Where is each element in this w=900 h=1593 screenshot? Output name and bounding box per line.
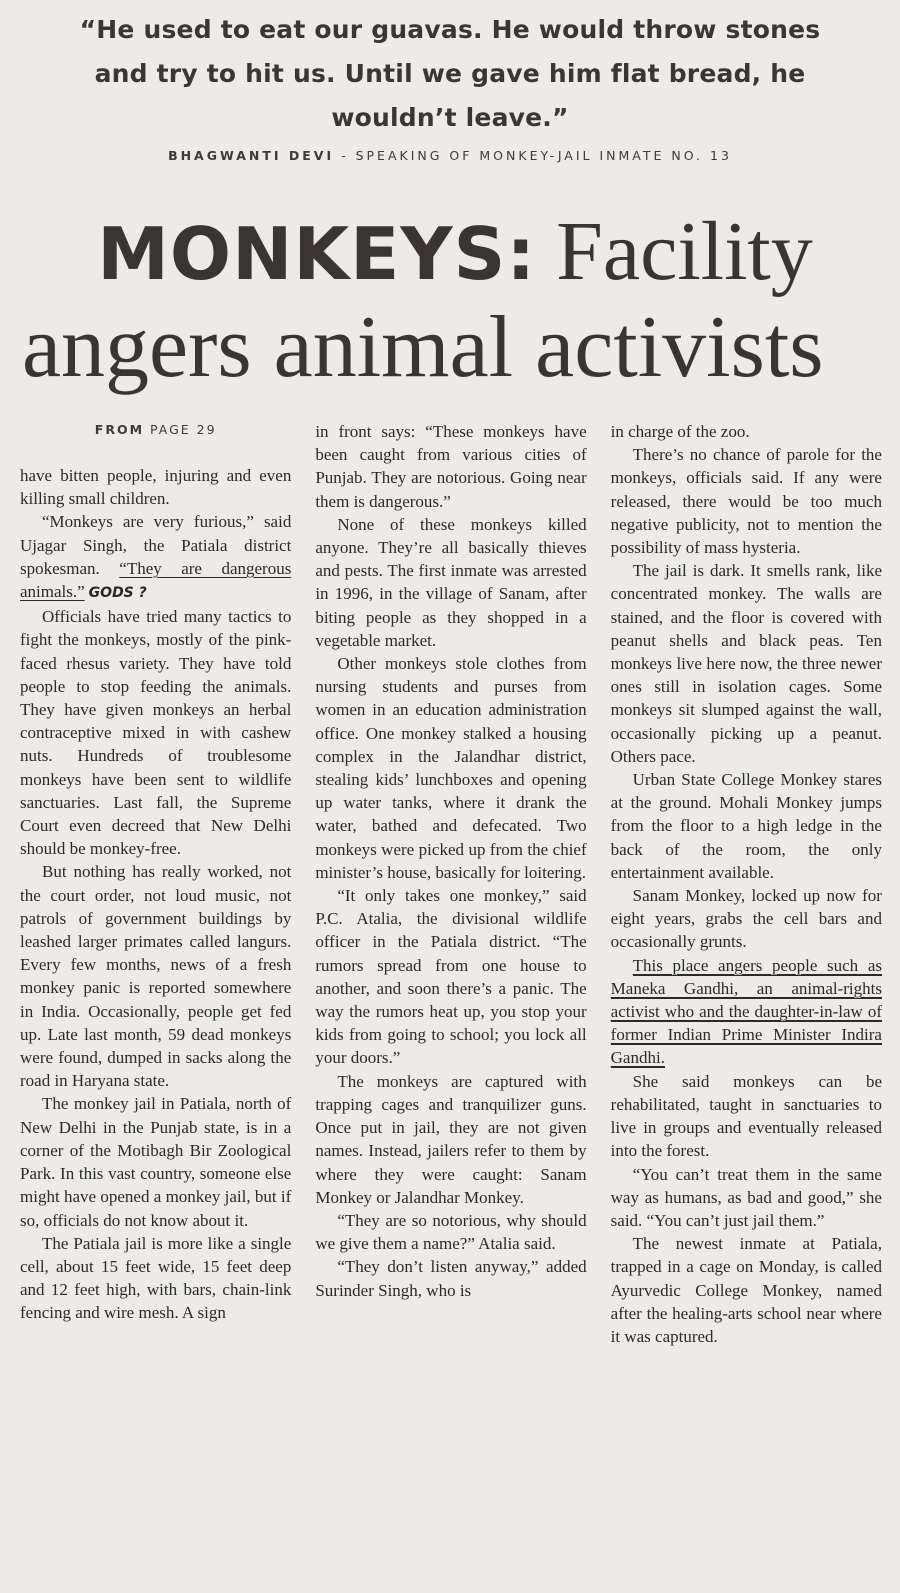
column-3 xyxy=(611,420,882,1348)
paragraph: The monkey jail in Patiala, north of New Delhi in the Punjab state, is in a corner of the Motibagh Bir Zoological Park. In this vast country, someone else might have opened a monkey jail, but if so, officials do not know about it. xyxy=(20,1094,292,1230)
attribution-name: BHAGWANTI DEVI xyxy=(168,148,335,163)
paragraph: The monkeys are captured with trapping cages and tranquilizer guns. Once put in jail, they are not given names. Instead, jailers refer to them by where they were caught: Sanam Monkey or Jalandhar Monkey. xyxy=(315,1071,587,1207)
underlined-passage: This place angers people such as Maneka Gandhi, an animal-rights activist who and the daughter-in-law of former Indian Prime Minister Indira Gandhi. xyxy=(610,955,882,1068)
paragraph: The Patiala jail is more like a single cell, about 15 feet wide, 15 feet deep and 12 feet high, with bars, chain-link fencing and wire mesh. A sign xyxy=(20,1233,292,1323)
paragraph: in charge of the zoo. xyxy=(610,422,750,441)
paragraph: “Monkeys are very furious,” said Ujagar Singh, the Patiala district spokesman. “They are dangerous animals.” GODS ? xyxy=(20,512,292,602)
paragraph: Other monkeys stole clothes from nursing students and purses from women in an education administration office. One monkey stalked a housing complex in the Jalandhar district, stealing kids’ lunchboxes and opening up water tanks, where it drank the water, bathed and defecated. Two monkeys were picked up from the chief minister’s house, basically for loitering. xyxy=(315,654,587,882)
paragraph: There’s no chance of parole for the monkeys, officials said. If any were released, there would be too much negative publicity, not to mention the possibility of mass hysteria. xyxy=(610,445,882,558)
quote-attribution xyxy=(40,148,860,163)
pull-quote-line: wouldn’t leave.” xyxy=(331,103,569,132)
column-1 xyxy=(20,420,291,1348)
jump-page: PAGE 29 xyxy=(150,422,217,437)
pull-quote-line: “He used to eat our guavas. He would throw stones xyxy=(79,15,821,44)
paragraph: But nothing has really worked, not the court order, not loud music, not patrols of government buildings by leashed larger primates called langurs. Every few months, news of a fresh monkey panic is reported somewhere in India. Occasionally, people get fed up. Late last month, 59 dead monkeys were found, dumped in sacks along the road in Haryana state. xyxy=(20,862,292,1091)
paragraph: “You can’t treat them in the same way as humans, as bad and good,” she said. “You can’t just jail them.” xyxy=(610,1164,882,1230)
headline-kicker: MONKEYS: xyxy=(97,212,537,296)
paragraph: have bitten people, injuring and even killing small children. xyxy=(20,466,292,509)
paragraph: Urban State College Monkey stares at the ground. Mohali Monkey jumps from the floor to a high ledge in the back of the room, the only entertainment available. xyxy=(610,770,882,882)
headline xyxy=(20,206,890,396)
pull-quote xyxy=(40,8,860,140)
paragraph: Officials have tried many tactics to fight the monkeys, mostly of the pink-faced rhesus variety. They have told people to stop feeding the animals. They have given monkeys an herbal contraceptive mixed in with cashew nuts. Hundreds of troublesome monkeys have been sent to wildlife sanctuaries. Last fall, the Supreme Court even decreed that New Delhi should be monkey-free. xyxy=(20,607,292,859)
underlined-quote: “They are dangerous animals.” xyxy=(20,558,292,602)
paragraph: None of these monkeys killed anyone. They’re all basically thieves and pests. The first inmate was arrested in 1996, in the village of Sanam, after biting people as they shopped in a vegetable market. xyxy=(315,514,587,650)
column-2 xyxy=(315,420,586,1348)
paragraph xyxy=(611,954,882,1070)
headline-line2: angers animal activists xyxy=(22,299,824,396)
paragraph: “They don’t listen anyway,” added Surinder Singh, who is xyxy=(315,1257,587,1300)
jump-line xyxy=(20,420,291,464)
handwritten-note: GODS ? xyxy=(88,585,147,602)
headline-line1: Facility xyxy=(556,205,813,298)
paragraph: The newest inmate at Patiala, trapped in a cage on Monday, is called Ayurvedic College Monkey, named after the healing-arts school near where it was captured. xyxy=(610,1234,882,1346)
paragraph: “They are so notorious, why should we give them a name?” Atalia said. xyxy=(315,1210,587,1254)
paragraph: in front says: “These monkeys have been caught from various cities of Punjab. They are notorious. Going near them is dangerous.” xyxy=(315,422,587,511)
paragraph: The jail is dark. It smells rank, like concentrated monkey. The walls are stained, and the floor is covered with peanut shells and black peas. Ten monkeys live here now, the three newer ones still in isolation cages. Some monkeys sit slumped against the wall, occasionally picking up a peanut. Others pace. xyxy=(610,561,882,766)
paragraph: “It only takes one monkey,” said P.C. Atalia, the divisional wildlife officer in the Patiala district. “The rumors spread from one house to another, and soon there’s a panic. The way the rumors heat up, you stop your kids from going to school; you lock all your doors.” xyxy=(315,886,587,1068)
pull-quote-line: and try to hit us. Until we gave him flat bread, he xyxy=(94,59,806,88)
paragraph: She said monkeys can be rehabilitated, taught in sanctuaries to live in groups and eventually released into the forest. xyxy=(610,1071,882,1161)
paragraph: Sanam Monkey, locked up now for eight years, grabs the cell bars and occasionally grunts. xyxy=(610,886,882,952)
jump-label: FROM xyxy=(94,422,145,437)
attribution-context: - SPEAKING OF MONKEY-JAIL INMATE NO. 13 xyxy=(334,148,732,163)
article-body xyxy=(20,420,882,1348)
